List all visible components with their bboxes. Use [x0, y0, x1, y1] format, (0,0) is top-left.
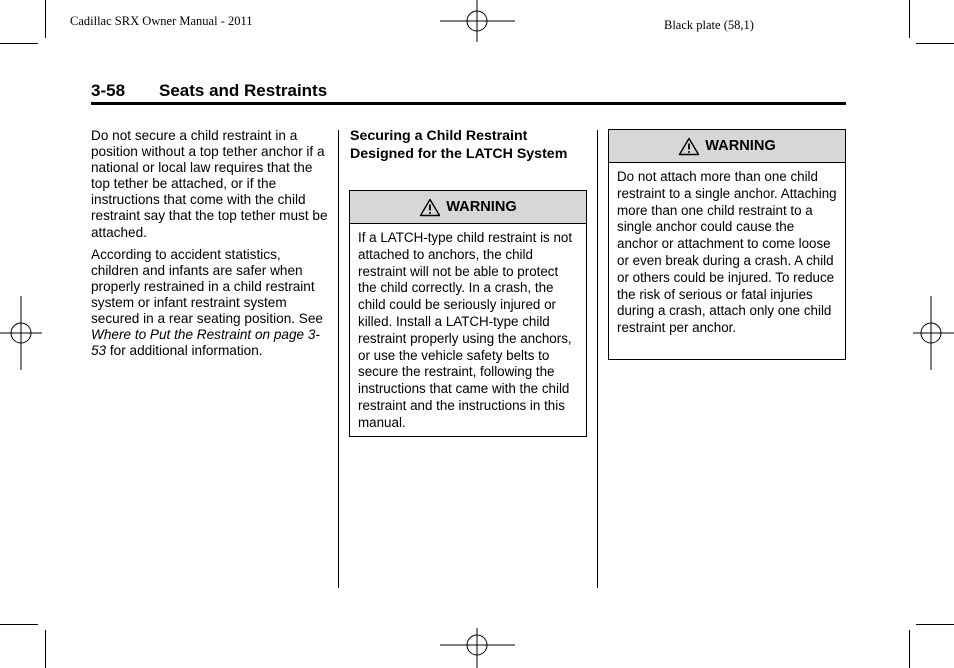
crop-mark: [909, 0, 910, 38]
warning-label: WARNING: [446, 199, 517, 215]
crop-mark: [0, 624, 38, 625]
section-title: Seats and Restraints: [159, 81, 328, 100]
warning-triangle-icon: [419, 198, 441, 217]
warning-label: WARNING: [705, 138, 776, 154]
warning-box: [608, 129, 846, 360]
crop-mark: [916, 43, 954, 44]
cross-reference-link[interactable]: Where to Put the Restraint on page 3-53: [91, 327, 320, 359]
section-heading: [91, 81, 327, 101]
crop-mark: [0, 43, 38, 44]
column-divider: [338, 130, 339, 588]
paragraph: According to accident statistics, children and infants are safer when properly restrained in a child restraint system or infant restraint system secured in a rear seating position. See Where to Put the Restraint on page 3-53 for additional information.: [91, 246, 323, 359]
warning-text: If a LATCH-type child restraint is not attached to anchors, the child restraint will not be able to protect the child correctly. In a crash, the child could be seriously injured or killed. Install a LATCH-type child restraint properly using the anchors, or use the vehicle safety belts to secure the restraint, following the instructions that came with the child restraint and the instructions in this manual.: [358, 230, 573, 430]
crop-mark: [45, 630, 46, 668]
registration-crosshair-icon: [0, 296, 46, 370]
warning-text: Do not attach more than one child restraint to a single anchor. Attaching more than one child restraint to a single anchor could cause the anchor or attachment to come loose or even break during a crash. A child or others could be injured. To reduce the risk of serious or fatal injuries during a crash, attach only one child restraint per anchor.: [617, 169, 837, 336]
column-divider: [597, 130, 598, 588]
warning-header: [609, 130, 845, 163]
running-header-title: Cadillac SRX Owner Manual - 2011: [70, 14, 253, 28]
paragraph: Do not secure a child restraint in a position without a top tether anchor if a national or local law requires that the top tether be attached, or if the instructions that come with the child restraint say that the top tether must be attached.: [91, 128, 328, 240]
page-number: 3-58: [91, 81, 126, 100]
subheading: Securing a Child Restraint Designed for the LATCH System: [350, 128, 568, 162]
warning-header: [350, 191, 586, 224]
crop-mark: [916, 624, 954, 625]
warning-box: [349, 190, 587, 437]
registration-crosshair-icon: [440, 624, 515, 668]
registration-crosshair-icon: [909, 296, 954, 370]
registration-crosshair-icon: [440, 0, 515, 46]
plate-label: Black plate (58,1): [664, 18, 754, 32]
warning-triangle-icon: [678, 137, 700, 156]
column-1: [91, 128, 331, 365]
heading-rule: [91, 102, 846, 105]
column-2: [350, 128, 588, 173]
crop-mark: [909, 630, 910, 668]
crop-mark: [45, 0, 46, 38]
